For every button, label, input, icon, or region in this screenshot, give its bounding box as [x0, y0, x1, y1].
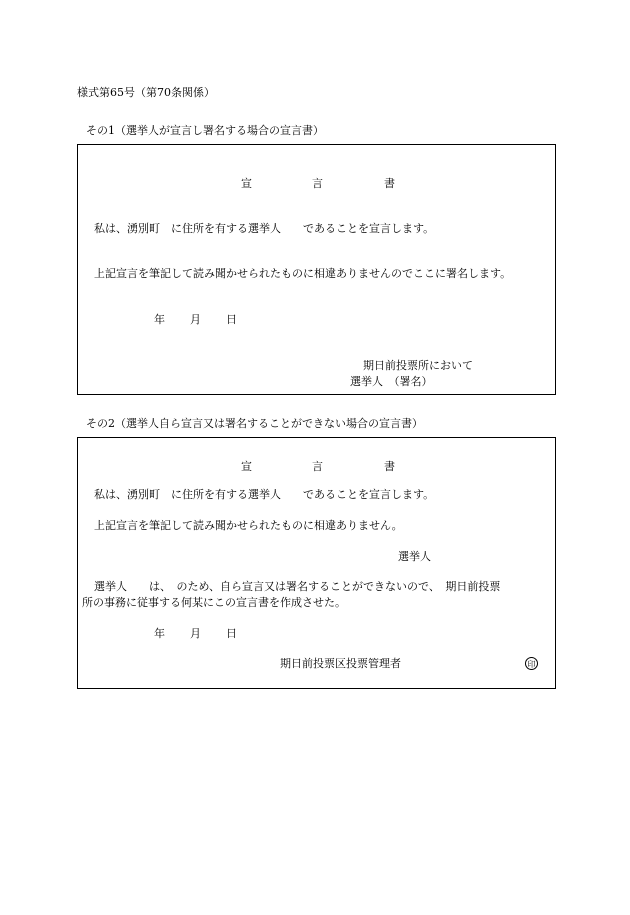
section2-declaration: 私は、湧別町 に住所を有する選挙人 であることを宣言します。 — [94, 488, 435, 501]
section1-date-day: 日 — [226, 313, 237, 326]
title-char-2: 言 — [312, 460, 323, 473]
title-char-1: 宣 — [241, 177, 252, 190]
title-char-2: 言 — [312, 177, 323, 190]
section2-reason-line1: 選挙人 は、 のため、自ら宣言又は署名することができないので、 期日前投票 — [94, 580, 501, 593]
section2-date-year: 年 — [154, 627, 165, 640]
section1-date-year: 年 — [154, 313, 165, 326]
section2-reason-line2: 所の事務に従事する何某にこの宣言書を作成させた。 — [82, 596, 346, 609]
form-number: 様式第65号（第70条関係） — [77, 86, 215, 99]
section2-manager: 期日前投票区投票管理者 — [280, 657, 401, 670]
section2-statement: 上記宣言を筆記して読み聞かせられたものに相違ありません。 — [94, 519, 403, 532]
section1-box — [77, 144, 556, 395]
section1-signer: 選挙人 （署名） — [350, 375, 433, 388]
section2-box — [77, 437, 556, 689]
section1-date-month: 月 — [190, 313, 201, 326]
section2-heading: その2（選挙人自ら宣言又は署名することができない場合の宣言書） — [86, 417, 423, 430]
section2-date-day: 日 — [226, 627, 237, 640]
title-char-3: 書 — [384, 460, 395, 473]
section1-place: 期日前投票所において — [363, 359, 473, 372]
seal-stamp: 印 — [525, 657, 538, 670]
section1-declaration: 私は、湧別町 に住所を有する選挙人 であることを宣言します。 — [94, 222, 435, 235]
section2-voter-label: 選挙人 — [398, 550, 431, 563]
section1-statement: 上記宣言を筆記して読み聞かせられたものに相違ありませんのでここに署名します。 — [94, 267, 512, 280]
title-char-1: 宣 — [241, 460, 252, 473]
section1-heading: その1（選挙人が宣言し署名する場合の宣言書） — [86, 124, 324, 137]
title-char-3: 書 — [384, 177, 395, 190]
section2-date-month: 月 — [190, 627, 201, 640]
